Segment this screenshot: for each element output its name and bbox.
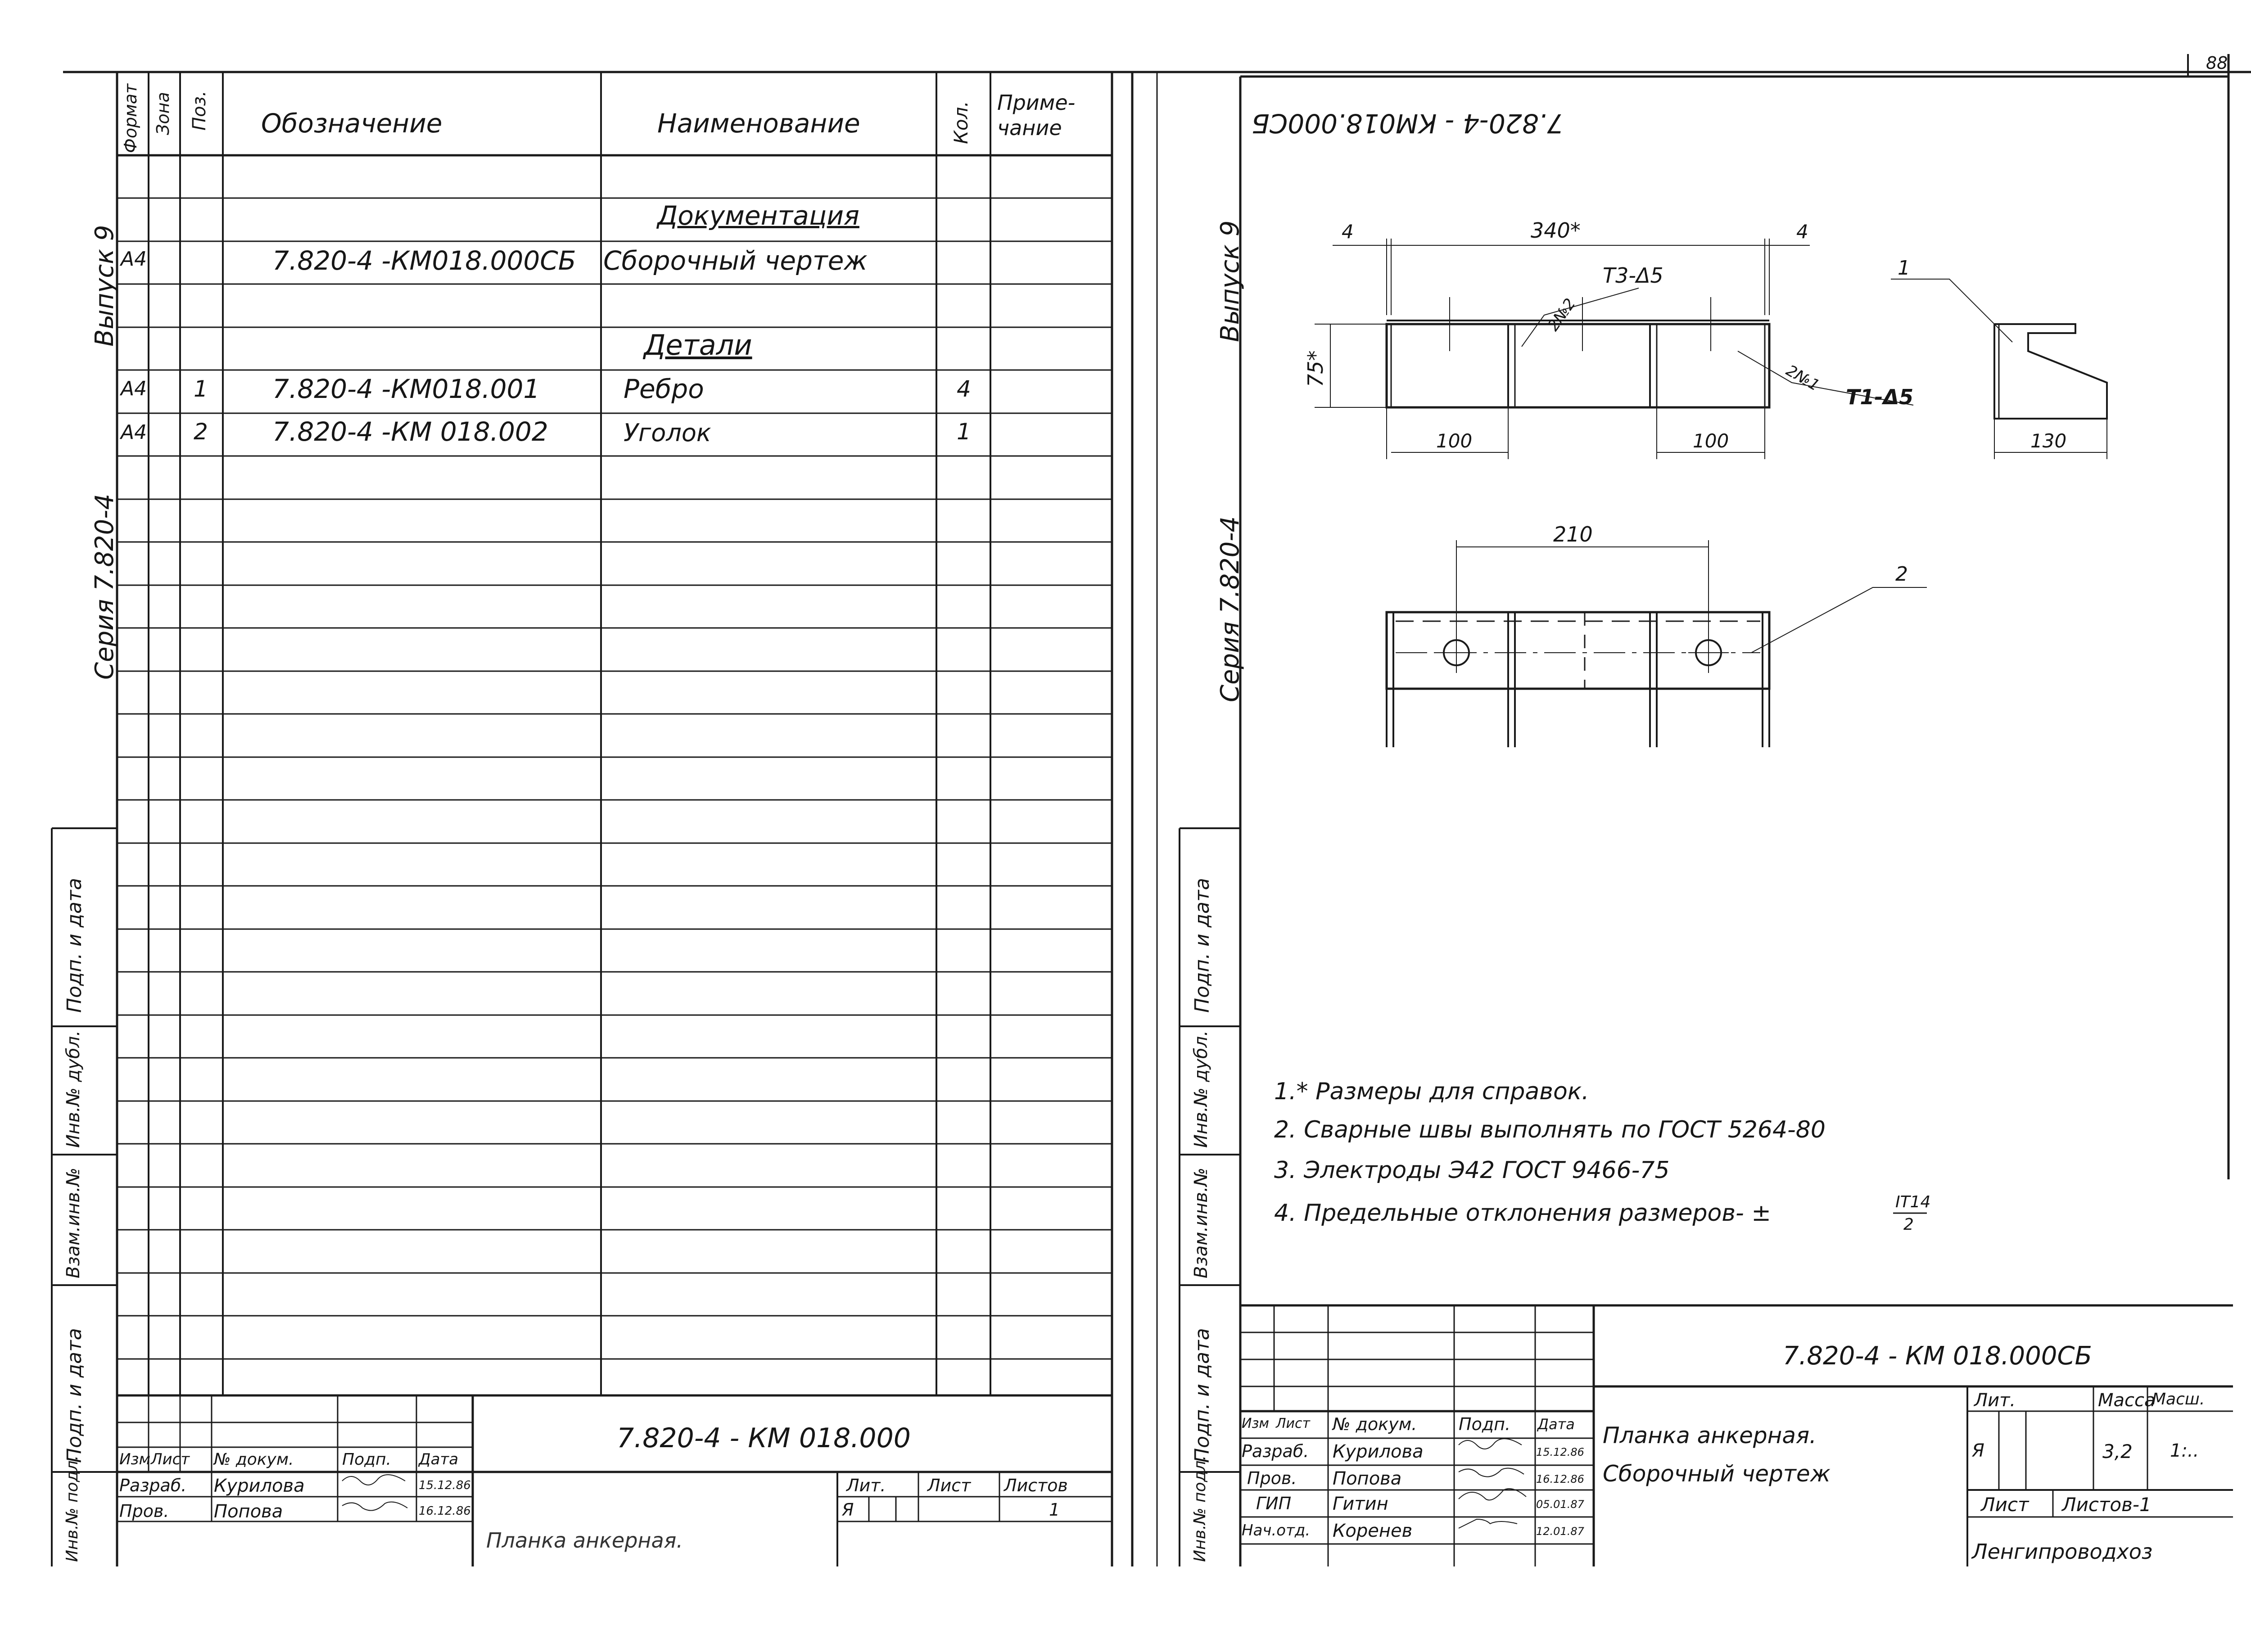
row-name: Уголок: [624, 419, 711, 447]
right-tb-izm: Изм: [1242, 1416, 1270, 1431]
right-tb-ndoc: № докум.: [1333, 1414, 1417, 1434]
dim-100-right: 100: [1693, 430, 1729, 452]
right-tb-lit-value: Я: [1972, 1440, 1984, 1461]
weld-t1: Т1-Δ5: [1846, 385, 1914, 409]
right-tb-person: Попова: [1333, 1468, 1402, 1489]
right-stamp-orig-inv: Инв.№ подл.: [1191, 1455, 1209, 1562]
weld-2n2: 2№2: [1544, 295, 1579, 334]
mirrored-code: 7.820-4 - КМ018.000СБ: [1252, 108, 1564, 139]
left-issue-label: Выпуск 9: [90, 225, 119, 347]
right-tb-mass: Масса: [2098, 1390, 2156, 1411]
leader-2: 2: [1895, 563, 1908, 586]
right-series-label: Серия 7.820-4: [1216, 516, 1245, 702]
left-tb-role: Разраб.: [119, 1476, 187, 1495]
right-stamp-sign-date-top: Подп. и дата: [1191, 878, 1214, 1013]
left-stamp-sign-date-top: Подп. и дата: [63, 878, 86, 1013]
left-tb-date-value: 15.12.86: [419, 1479, 471, 1492]
row-qty: 1: [957, 419, 971, 445]
note-2: 2. Сварные швы выполнять по ГОСТ 5264-80: [1274, 1116, 1826, 1143]
side-view: [1891, 279, 2107, 459]
right-tb-person: Гитин: [1333, 1494, 1388, 1514]
right-tb-sheets: Листов-1: [2062, 1494, 2152, 1516]
dim-340: 340*: [1531, 218, 1581, 243]
left-tb-lit-value: Я: [842, 1500, 854, 1520]
leader-1: 1: [1898, 257, 1910, 280]
right-tb-title-2: Сборочный чертеж: [1603, 1461, 1831, 1487]
right-stamp-dup-inv: Инв.№ дубл.: [1191, 1030, 1211, 1148]
left-tb-sheets: Листов: [1004, 1476, 1068, 1495]
note-4: 4. Предельные отклонения размеров- ±: [1274, 1200, 1771, 1227]
section-details: Детали: [644, 329, 752, 361]
left-tb-title-partial: Планка анкерная.: [486, 1528, 683, 1553]
dim-75: 75*: [1303, 350, 1328, 387]
right-stamp-sign-date-bottom: Подп. и дата: [1191, 1328, 1214, 1463]
right-tb-mass-value: 3,2: [2102, 1440, 2133, 1462]
header-note: Приме- чание: [997, 90, 1076, 140]
right-tb-person: Коренев: [1333, 1521, 1413, 1541]
page-number: 88: [2206, 53, 2228, 73]
left-tb-sheets-value: 1: [1049, 1500, 1060, 1520]
row-designation: 7.820-4 -КМ018.001: [272, 374, 540, 404]
left-tb-sheet: Лист: [927, 1476, 971, 1495]
left-tb-role: Пров.: [119, 1501, 169, 1521]
right-tb-role: Пров.: [1247, 1468, 1297, 1488]
plan-view: [1387, 540, 1927, 747]
header-qty: Кол.: [950, 101, 972, 144]
right-tb-date-value: 15.12.86: [1536, 1446, 1584, 1458]
right-tb-scale: Масш.: [2152, 1390, 2205, 1408]
dim-210: 210: [1553, 522, 1593, 546]
left-tb-lit: Лит.: [846, 1476, 886, 1495]
row-format: А4: [121, 377, 147, 400]
right-tb-role: ГИП: [1256, 1494, 1292, 1513]
right-tb-podp: Подп.: [1459, 1414, 1511, 1434]
right-tb-role: Разраб.: [1242, 1441, 1309, 1461]
right-issue-label: Выпуск 9: [1216, 220, 1245, 342]
left-title-code: 7.820-4 - КМ 018.000: [617, 1422, 911, 1454]
right-tb-list: Лист: [1276, 1416, 1311, 1431]
tolerance-numerator: IT14: [1895, 1193, 1931, 1211]
right-tb-scale-value: 1:..: [2170, 1440, 2199, 1461]
right-tb-sheet: Лист: [1981, 1494, 2029, 1516]
row-pos: 1: [194, 376, 208, 402]
left-stamp-orig-inv: Инв.№ подл.: [63, 1455, 81, 1562]
tolerance-denominator: 2: [1903, 1215, 1914, 1234]
row-designation: 7.820-4 -КМ018.000СБ: [272, 245, 576, 276]
note-3: 3. Электроды Э42 ГОСТ 9466-75: [1274, 1157, 1670, 1184]
left-tb-ndoc: № докум.: [214, 1450, 294, 1469]
right-tb-date-value: 05.01.87: [1536, 1498, 1584, 1511]
dim-4-right: 4: [1796, 221, 1808, 243]
right-tb-role: Нач.отд.: [1242, 1521, 1311, 1539]
right-tb-title-1: Планка анкерная.: [1603, 1422, 1817, 1449]
header-pos: Поз.: [189, 90, 210, 131]
right-title-code: 7.820-4 - КМ 018.000СБ: [1783, 1341, 2092, 1371]
row-format: А4: [121, 248, 147, 271]
dim-130: 130: [2030, 430, 2067, 452]
left-tb-person: Попова: [214, 1501, 283, 1522]
row-name: Сборочный чертеж: [603, 245, 868, 276]
weld-2n1: 2№1: [1783, 361, 1823, 395]
header-format: Формат: [121, 83, 140, 153]
left-stamp-dup-inv: Инв.№ дубл.: [63, 1030, 84, 1148]
dim-4-left: 4: [1342, 221, 1354, 243]
left-stamp-repl-inv: Взам.инв.№: [63, 1167, 84, 1278]
row-name: Ребро: [624, 374, 704, 404]
right-tb-person: Курилова: [1333, 1441, 1424, 1462]
dim-100-left: 100: [1436, 430, 1473, 452]
left-tb-date-value: 16.12.86: [419, 1504, 471, 1518]
right-tb-date: Дата: [1537, 1416, 1575, 1433]
right-tb-lit: Лит.: [1974, 1390, 2016, 1411]
left-tb-person: Курилова: [214, 1476, 305, 1496]
header-zone: Зона: [153, 92, 173, 135]
left-tb-izm: Изм: [119, 1450, 151, 1468]
note-1: 1.* Размеры для справок.: [1274, 1078, 1589, 1105]
row-qty: 4: [957, 376, 971, 402]
left-tb-date: Дата: [419, 1450, 459, 1468]
right-tb-org: Ленгипроводхоз: [1972, 1539, 2153, 1564]
weld-t3: Т3-Δ5: [1603, 263, 1663, 288]
row-designation: 7.820-4 -КМ 018.002: [272, 416, 548, 447]
left-tb-podp: Подп.: [342, 1450, 391, 1469]
left-stamp-sign-date-bottom: Подп. и дата: [63, 1328, 86, 1463]
left-series-label: Серия 7.820-4: [90, 493, 119, 680]
right-tb-date-value: 16.12.86: [1536, 1473, 1584, 1485]
header-designation: Обозначение: [261, 108, 443, 139]
right-tb-date-value: 12.01.87: [1536, 1525, 1584, 1538]
left-tb-list: Лист: [151, 1450, 190, 1468]
row-format: А4: [121, 421, 147, 444]
right-stamp-repl-inv: Взам.инв.№: [1191, 1167, 1211, 1278]
row-pos: 2: [194, 419, 208, 445]
section-documentation: Документация: [657, 200, 859, 231]
header-name: Наименование: [657, 108, 860, 139]
